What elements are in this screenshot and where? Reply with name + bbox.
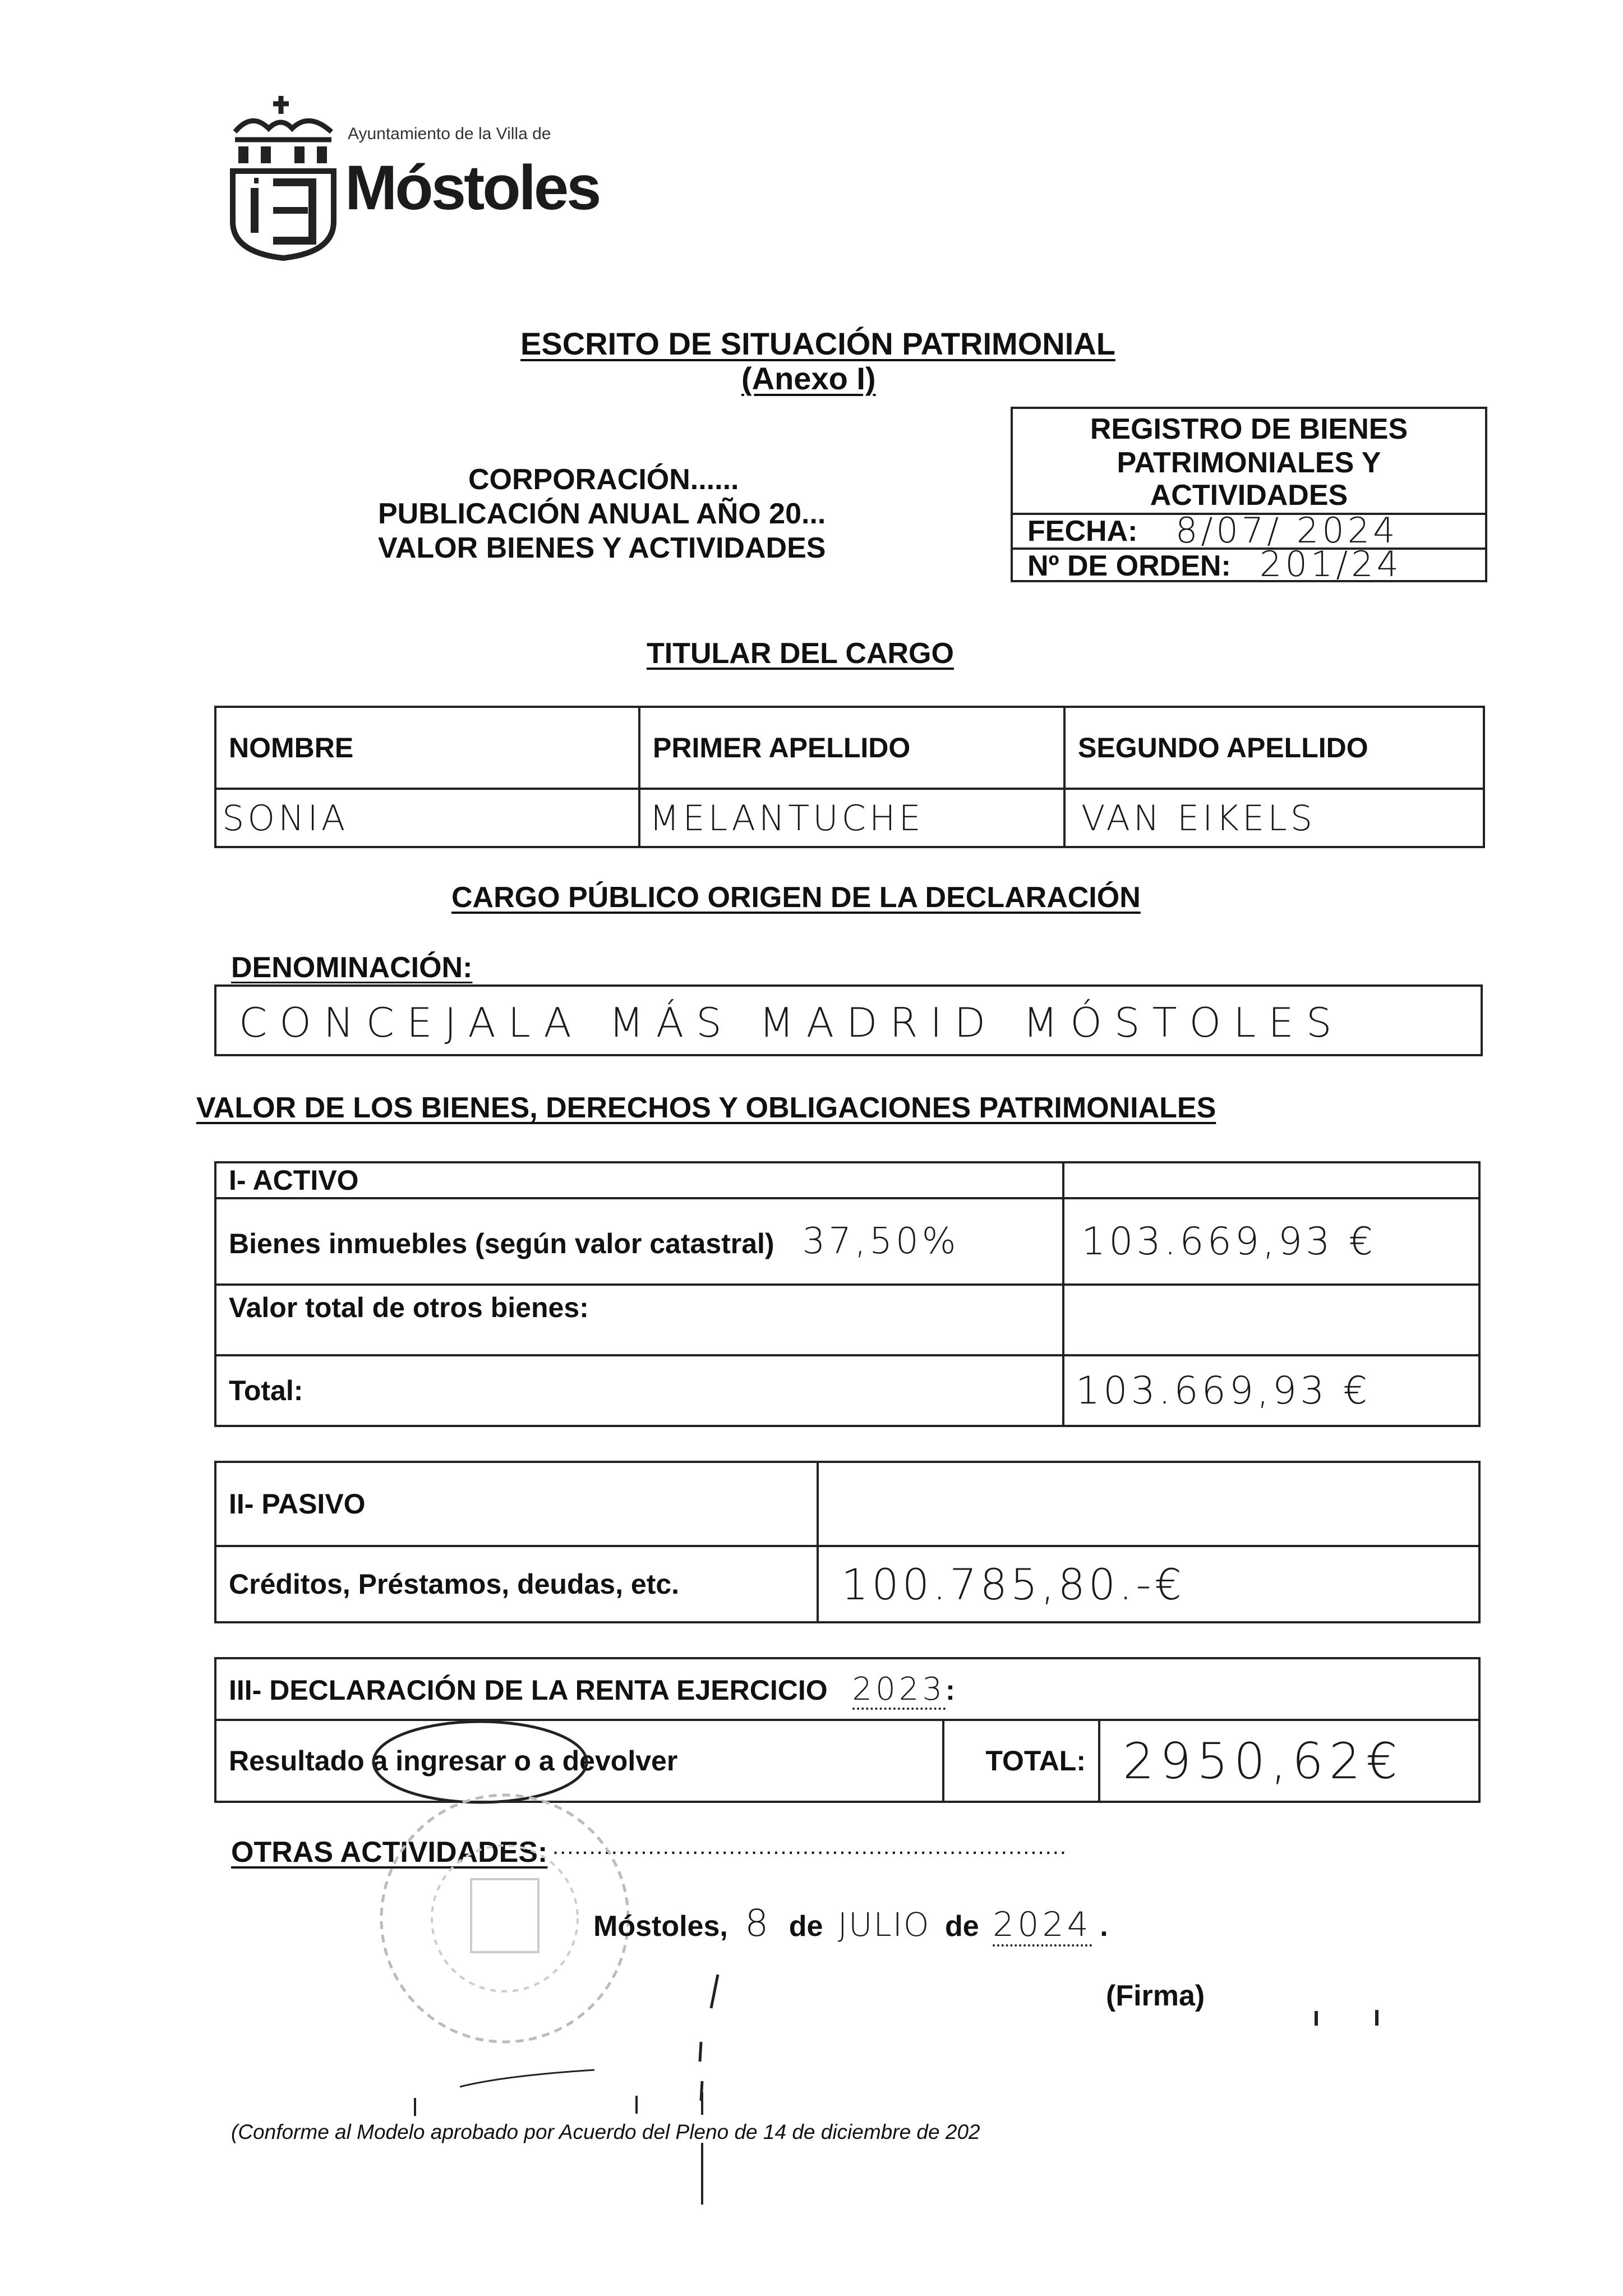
- primer-apellido-value: MELANTUCHE: [639, 789, 1064, 847]
- registry-box: [1011, 407, 1487, 585]
- otros-label: Valor total de otros bienes:: [215, 1285, 1063, 1355]
- activo-header-value: [1063, 1162, 1479, 1198]
- signature-tick-2: [1375, 2010, 1378, 2026]
- firma-day: 8: [745, 1902, 772, 1945]
- renta-total-label: TOTAL:: [943, 1720, 1099, 1802]
- cargo-heading: CARGO PÚBLICO ORIGEN DE LA DECLARACIÓN: [451, 881, 1141, 914]
- firma-year: 2024: [993, 1905, 1092, 1947]
- footer-note: (Conforme al Modelo aprobado por Acuerdo del Pleno de 14 de diciembre de 202: [231, 2120, 980, 2143]
- total-activo-label: Total:: [215, 1355, 1063, 1426]
- denominacion-label: DENOMINACIÓN:: [231, 951, 473, 984]
- orden-label: Nº DE ORDEN:: [1027, 550, 1231, 582]
- orden-value: 201/24: [1260, 544, 1403, 585]
- resultado-label: Resultado a ingresar o a devolver: [229, 1745, 678, 1777]
- renta-header: III- DECLARACIÓN DE LA RENTA EJERCICIO 2023:: [215, 1658, 1479, 1720]
- inmuebles-label: Bienes inmuebles (según valor catastral): [229, 1228, 774, 1259]
- pasivo-table: [214, 1461, 1481, 1623]
- municipality-logo: [227, 93, 339, 261]
- pasivo-header-value: [818, 1462, 1479, 1546]
- nombre-value: SONIA: [215, 789, 639, 847]
- renta-header-label: III- DECLARACIÓN DE LA RENTA EJERCICIO: [229, 1674, 828, 1706]
- activo-header: I- ACTIVO: [215, 1162, 1063, 1198]
- valor-heading: VALOR DE LOS BIENES, DERECHOS Y OBLIGACIONES PATRIMONIALES: [196, 1092, 1216, 1124]
- valor-bienes-line: VALOR BIENES Y ACTIVIDADES: [378, 532, 826, 564]
- registry-title-line3: ACTIVIDADES: [1150, 479, 1348, 512]
- signature-marks: [359, 1963, 1032, 2255]
- inmuebles-pct: 37,50%: [802, 1221, 960, 1262]
- otros-value: [1063, 1285, 1479, 1355]
- corporacion-line: CORPORACIÓN......: [468, 463, 739, 496]
- otras-actividades-label: OTRAS ACTIVIDADES:: [231, 1836, 548, 1869]
- denominacion-box: [214, 984, 1483, 1056]
- firma-de1: de: [789, 1910, 823, 1943]
- total-activo-value: 103.669,93 €: [1063, 1355, 1479, 1426]
- segundo-apellido-value: VAN EIKELS: [1064, 789, 1484, 847]
- coat-of-arms-icon: [227, 93, 339, 261]
- signature-tick-1: [1315, 2011, 1318, 2026]
- firma-place: Móstoles,: [593, 1910, 728, 1943]
- pasivo-header: II- PASIVO: [215, 1462, 818, 1546]
- creditos-value: 100.785,80.-€: [818, 1546, 1479, 1622]
- fecha-label: FECHA:: [1027, 515, 1138, 547]
- renta-total-value: 2950,62€: [1099, 1720, 1479, 1802]
- firma-label: (Firma): [1106, 1980, 1205, 2012]
- titular-heading: TITULAR DEL CARGO: [647, 637, 954, 670]
- firma-de2: de: [944, 1910, 979, 1943]
- fecha-value: 8/07/ 2024: [1175, 510, 1399, 551]
- signature-date-line: Móstoles, 8 de JULIO de 2024 .: [593, 1902, 1108, 1945]
- otras-actividades-dots: ......................................................................: [552, 1834, 1067, 1859]
- denominacion-value: CONCEJALA MÁS MADRID MÓSTOLES: [239, 999, 1344, 1046]
- col-primer-apellido: PRIMER APELLIDO: [639, 707, 1064, 789]
- municipality-name: Móstoles: [345, 153, 600, 223]
- activo-table: [214, 1161, 1481, 1427]
- firma-month: JULIO: [837, 1906, 930, 1944]
- document-subtitle: (Anexo I): [741, 361, 876, 396]
- publicacion-line: PUBLICACIÓN ANUAL AÑO 20...: [378, 498, 826, 530]
- renta-ejercicio: 2023: [852, 1671, 946, 1710]
- col-nombre: NOMBRE: [215, 707, 639, 789]
- registry-title-line2: PATRIMONIALES Y: [1117, 447, 1381, 479]
- col-segundo-apellido: SEGUNDO APELLIDO: [1064, 707, 1484, 789]
- titular-table: [214, 706, 1485, 848]
- municipality-line: Ayuntamiento de la Villa de: [348, 125, 551, 143]
- inmuebles-row: [215, 1198, 1063, 1285]
- document-title: ESCRITO DE SITUACIÓN PATRIMONIAL: [520, 326, 1115, 361]
- registry-title-line1: REGISTRO DE BIENES: [1090, 413, 1408, 445]
- inmuebles-value: 103.669,93 €: [1063, 1198, 1479, 1285]
- creditos-label: Créditos, Préstamos, deudas, etc.: [215, 1546, 818, 1622]
